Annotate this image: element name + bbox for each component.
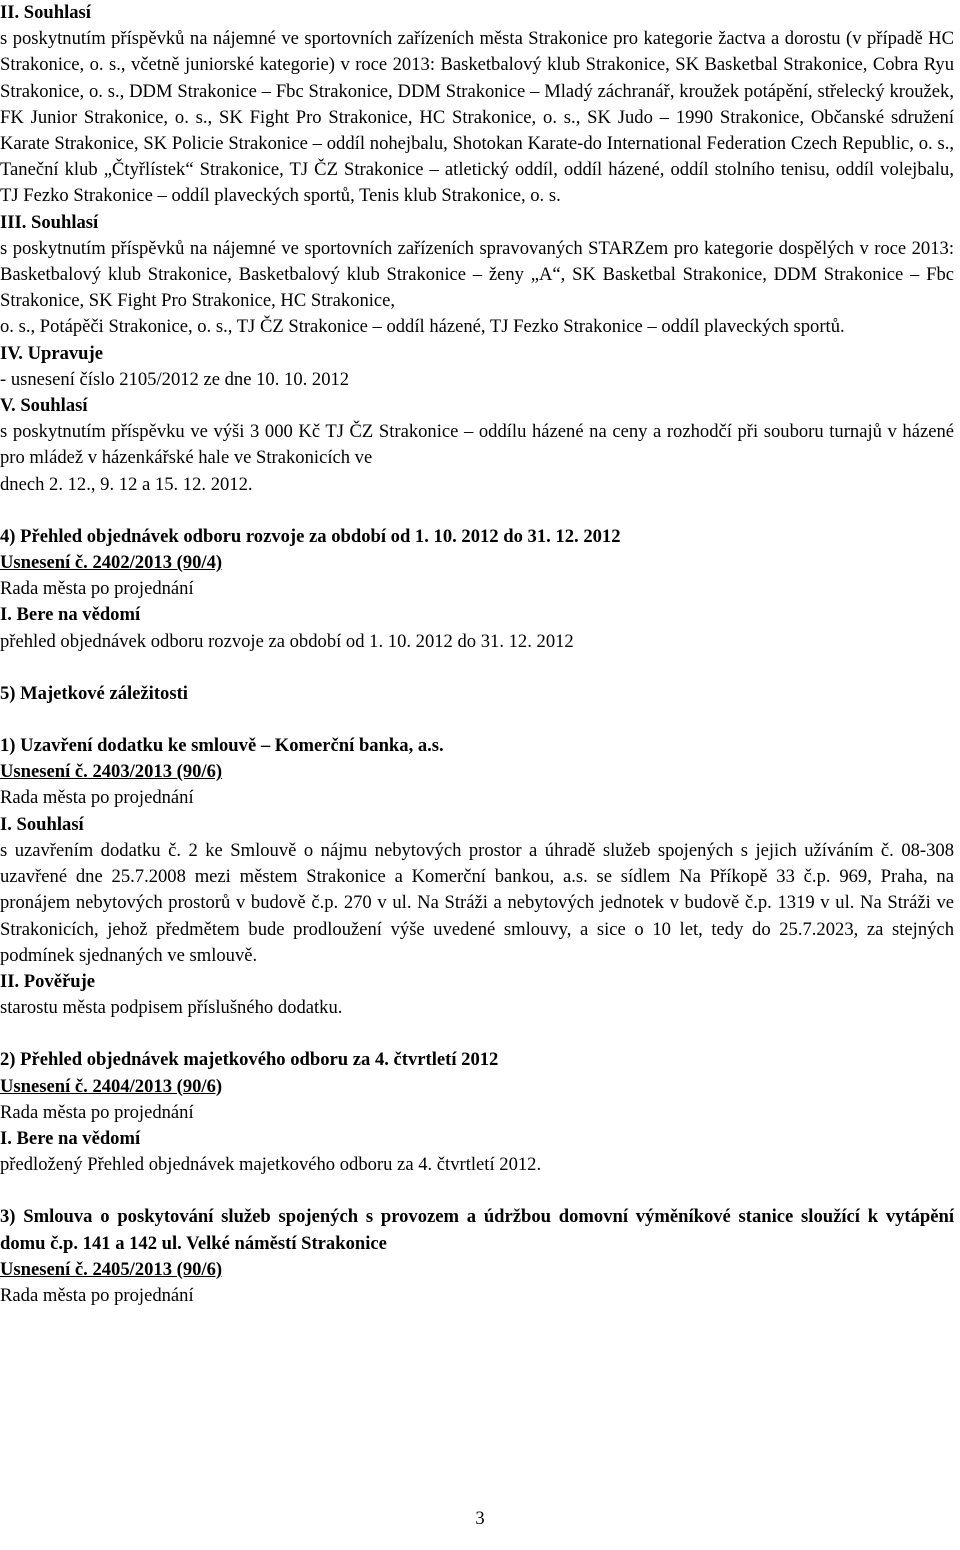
section-iii-body-continued: o. s., Potápěči Strakonice, o. s., TJ ČZ Strakonice – oddíl házené, TJ Fezko Strakonice – oddíl plaveckých sportů.: [0, 316, 845, 338]
item5-2-council: Rada města po projednání: [0, 1101, 194, 1123]
item5-1-heading: I. Souhlasí: [0, 813, 84, 835]
item5-1-resolution: Usnesení č. 2403/2013 (90/6): [0, 761, 223, 783]
item4-resolution: Usnesení č. 2402/2013 (90/4): [0, 552, 223, 574]
item5-2-body: předložený Přehled objednávek majetkového odboru za 4. čtvrtletí 2012.: [0, 1154, 542, 1176]
item4-council: Rada města po projednání: [0, 578, 194, 600]
item5-2-resolution: Usnesení č. 2404/2013 (90/6): [0, 1075, 223, 1097]
spacer: [0, 707, 954, 733]
section-ii-heading: II. Souhlasí: [0, 2, 91, 23]
spacer: [0, 498, 954, 524]
item5-3-resolution: Usnesení č. 2405/2013 (90/6): [0, 1258, 223, 1280]
section-iii-heading: III. Souhlasí: [0, 211, 99, 233]
item5-1-body2: starostu města podpisem příslušného dodatku.: [0, 997, 343, 1019]
section-iii-body: s poskytnutím příspěvků na nájemné ve sportovních zařízeních spravovaných STARZem pro kategorie dospělých v roce 2013: Basketbalový klub Strakonice, Basketbalový klub Strakonice – ženy „A“, SK Basketbal Strakonice, DDM Strakonice – Fbc Strakonice, SK Fight Pro Strakonice, HC Strakonice,: [0, 237, 954, 312]
item5-1-council: Rada města po projednání: [0, 787, 194, 809]
item4-title: 4) Přehled objednávek odboru rozvoje za období od 1. 10. 2012 do 31. 12. 2012: [0, 525, 621, 547]
item4-heading: I. Bere na vědomí: [0, 604, 141, 626]
section-iv-body: - usnesení číslo 2105/2012 ze dne 10. 10. 2012: [0, 368, 350, 390]
item5-3-title: 3) Smlouva o poskytování služeb spojených s provozem a údržbou domovní výměníkové stanice sloužící k vytápění domu č.p. 141 a 142 ul. Velké náměstí Strakonice: [0, 1206, 954, 1254]
item5-2-heading: I. Bere na vědomí: [0, 1127, 141, 1149]
section-v-heading: V. Souhlasí: [0, 395, 88, 417]
item4-body: přehled objednávek odboru rozvoje za období od 1. 10. 2012 do 31. 12. 2012: [0, 630, 574, 652]
item5-1-title: 1) Uzavření dodatku ke smlouvě – Komerční banka, a.s.: [0, 735, 444, 757]
section-iv-heading: IV. Upravuje: [0, 342, 103, 364]
spacer: [0, 655, 954, 681]
item5-1-heading2: II. Pověřuje: [0, 970, 96, 992]
section-ii-body: s poskytnutím příspěvků na nájemné ve sportovních zařízeních města Strakonice pro kategorie žactva a dorostu (v případě HC Strakonice, o. s., včetně juniorské kategorie) v roce 2013: Basketbalový klub Strakonice, SK Basketbal Strakonice, Cobra Ryu Strakonice, o. s., DDM Strakonice – Fbc Strakonice, DDM Strakonice – Mladý záchranář, kroužek potápění, střelecký kroužek, FK Junior Strakonice, o. s., SK Fight Pro Strakonice, HC Strakonice, o. s., SK Judo – 1990 Strakonice, Občanské sdružení Karate Strakonice, SK Policie Strakonice – oddíl nohejbalu, Shotokan Karate-do International Federation Czech Republic, o. s., Taneční klub „Čtyřlístek“ Strakonice, TJ ČZ Strakonice – atletický oddíl, oddíl házené, oddíl stolního tenisu, oddíl volejbalu, TJ Fezko Strakonice – oddíl plaveckých sportů, Tenis klub Strakonice, o. s.: [0, 28, 954, 207]
section-v-body-continued: dnech 2. 12., 9. 12 a 15. 12. 2012.: [0, 473, 253, 495]
section-v-body: s poskytnutím příspěvku ve výši 3 000 Kč TJ ČZ Strakonice – oddílu házené na ceny a rozhodčí při souboru turnajů v házené pro mládež v házenkářské hale ve Strakonicích ve: [0, 421, 954, 469]
item5-2-title: 2) Přehled objednávek majetkového odboru za 4. čtvrtletí 2012: [0, 1049, 499, 1071]
item5-title: 5) Majetkové záležitosti: [0, 682, 188, 704]
page-number: 3: [475, 1508, 485, 1529]
item5-3-council: Rada města po projednání: [0, 1284, 194, 1306]
spacer: [0, 1178, 954, 1204]
item5-1-body: s uzavřením dodatku č. 2 ke Smlouvě o nájmu nebytových prostor a úhradě služeb spojených s jejich užíváním č. 08-308 uzavřené dne 25.7.2008 mezi městem Strakonice a Komerční bankou, a.s. se sídlem Na Příkopě 33 č.p. 969, Praha, na pronájem nebytových prostorů v budově č.p. 270 v ul. Na Stráži a nebytových jednotek v budově č.p. 1319 v ul. Na Stráži ve Strakonicích, jehož předmětem bude prodloužení výše uvedené smlouvy, a sice o 10 let, tedy do 25.7.2023, za stejných podmínek sjednaných ve smlouvě.: [0, 839, 954, 966]
spacer: [0, 1021, 954, 1047]
